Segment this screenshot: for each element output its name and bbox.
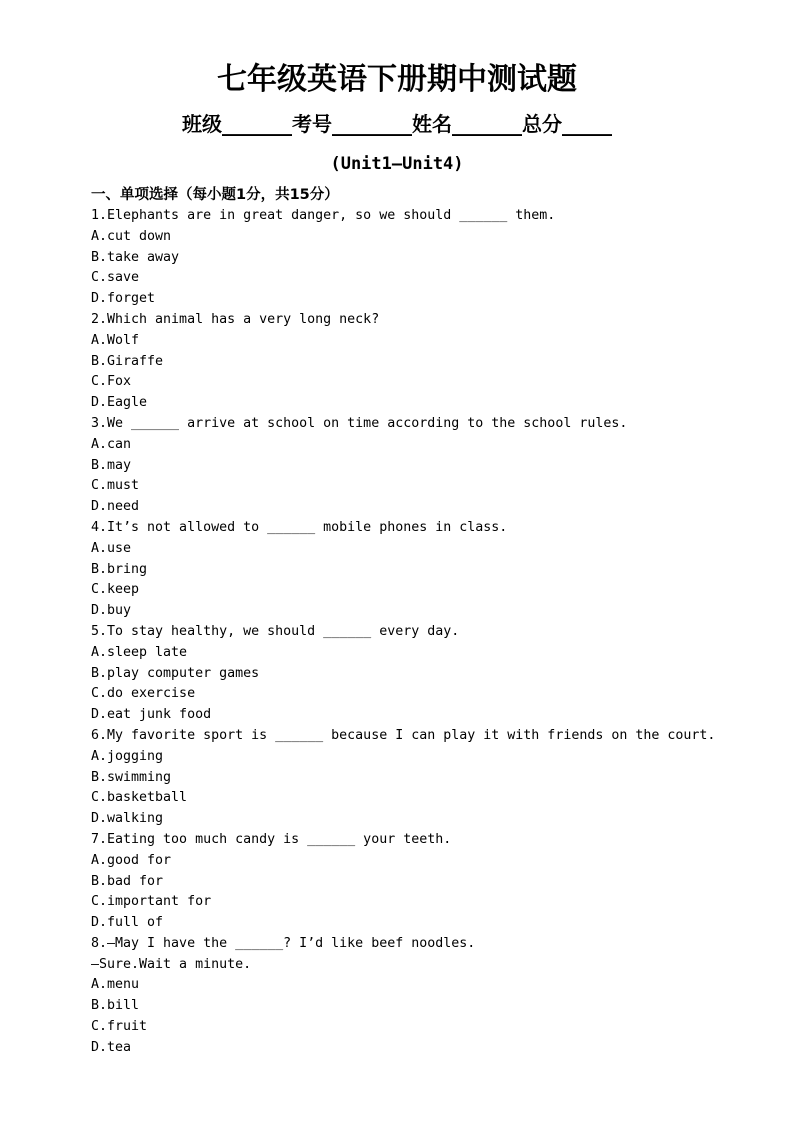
answer-option: C.keep [91,582,140,598]
answer-option: B.bad for [91,873,164,889]
answer-option: C.important for [91,894,212,910]
answer-option: B.may [91,457,132,473]
answer-option: B.play computer games [91,665,260,681]
answer-option: C.must [91,478,140,494]
section-heading: 一、单项选择（每小题1分，共15分） [91,187,339,203]
answer-option: B.Giraffe [91,353,164,369]
unit-range-subtitle: (Unit1—Unit4) [330,154,464,174]
page-title: 七年级英语下册期中测试题 [217,62,577,97]
question-stem: 2.Which animal has a very long neck? [91,311,380,327]
answer-option: C.save [91,270,140,286]
answer-option: D.buy [91,603,132,619]
answer-option: D.full of [91,915,164,931]
answer-option: B.bring [91,561,148,577]
question-stem: 6.My favorite sport is ______ because I can play it with friends on the court. [91,727,716,743]
question-stem: 4.It’s not allowed to ______ mobile phones in class. [91,519,508,535]
answer-option: D.tea [91,1039,132,1055]
answer-option: C.do exercise [91,686,196,702]
answer-option: D.forget [91,291,156,307]
answer-option: B.bill [91,998,140,1014]
student-info-line: 班级_______考号________姓名_______总分_____ [182,112,612,136]
question-stem: 3.We ______ arrive at school on time according to the school rules. [91,415,628,431]
answer-option: C.fruit [91,1019,148,1035]
answer-option: A.use [91,540,132,556]
answer-option: C.basketball [91,790,188,806]
answer-option: A.can [91,436,132,452]
question-stem: 5.To stay healthy, we should ______ every day. [91,623,460,639]
answer-option: B.swimming [91,769,172,785]
answer-option: A.sleep late [91,644,188,660]
answer-option: B.take away [91,249,180,265]
question-stem-reply: —Sure.Wait a minute. [91,956,252,972]
answer-option: D.need [91,499,140,515]
answer-option: C.Fox [91,374,132,390]
answer-option: D.eat junk food [91,707,212,723]
answer-option: A.Wolf [91,332,140,348]
answer-option: A.good for [91,852,172,868]
answer-option: A.cut down [91,228,172,244]
answer-option: A.menu [91,977,140,993]
answer-option: A.jogging [91,748,164,764]
answer-option: D.walking [91,811,164,827]
answer-option: D.Eagle [91,395,148,411]
question-stem: 1.Elephants are in great danger, so we should ______ them. [91,208,556,223]
question-stem: 8.—May I have the ______? I’d like beef noodles. [91,935,476,951]
question-stem: 7.Eating too much candy is ______ your teeth. [91,831,452,847]
question-list [91,206,781,1059]
